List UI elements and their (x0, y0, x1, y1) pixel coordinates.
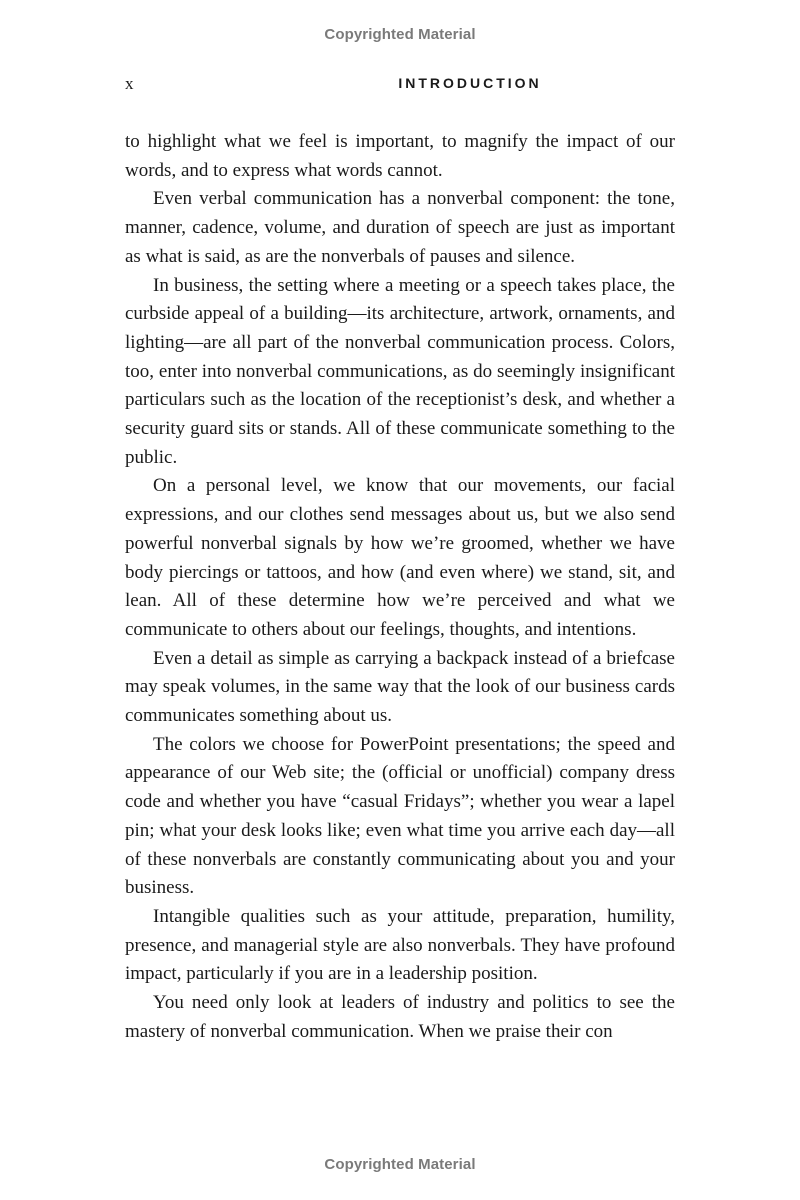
paragraph: Intangible qualities such as your attitude, preparation, humility, presence, and managerial style are also nonverbals. They have profound impact, particularly if you are in a leadership position. (125, 905, 675, 985)
paragraph: You need only look at leaders of industry and politics to see the mastery of nonverbal communication. When we praise their con (125, 992, 675, 1042)
running-head (125, 74, 675, 94)
paragraph: In business, the setting where a meeting or a speech takes place, the curbside appeal of a building—its architecture, artwork, ornaments, and lighting—are all part of the nonverbal communication process. Colors, too, enter into nonverbal communications, as do seemingly insignificant particulars such as the location of the receptionist’s desk, and whether a security guard sits or stands. All of these communicate something to the public. (125, 274, 675, 468)
body-text (125, 128, 675, 1047)
copyright-watermark-bottom: Copyrighted Material (324, 1156, 476, 1173)
paragraph: The colors we choose for PowerPoint presentations; the speed and appearance of our Web site; the (official or unofficial) company dress code and whether you have “casual Fridays”; whether you wear a lapel pin; what your desk looks like; even what time you arrive each day—all of these nonverbals are constantly communicating about you and your business. (125, 733, 675, 899)
copyright-watermark-top: Copyrighted Material (324, 26, 476, 43)
paragraph: Even verbal communication has a nonverbal component: the tone, manner, cadence, volume, and duration of speech are just as important as what is said, as are the nonverbals of pauses and silence. (125, 188, 675, 267)
paragraph: Even a detail as simple as carrying a backpack instead of a briefcase may speak volumes, in the same way that the look of our business cards communicates something about us. (125, 647, 675, 727)
paragraph: On a personal level, we know that our movements, our facial expressions, and our clothes send messages about us, but we also send powerful nonverbal signals by how we’re groomed, whether we have body piercings or tattoos, and how (and even where) we stand, sit, and lean. All of these determine how we’re perceived and what we communicate to others about our feelings, thoughts, and intentions. (125, 475, 675, 640)
section-title: INTRODUCTION (398, 75, 542, 91)
paragraph: to highlight what we feel is important, to magnify the impact of our words, and to express what words cannot. (125, 131, 675, 181)
page-number: x (125, 74, 134, 93)
